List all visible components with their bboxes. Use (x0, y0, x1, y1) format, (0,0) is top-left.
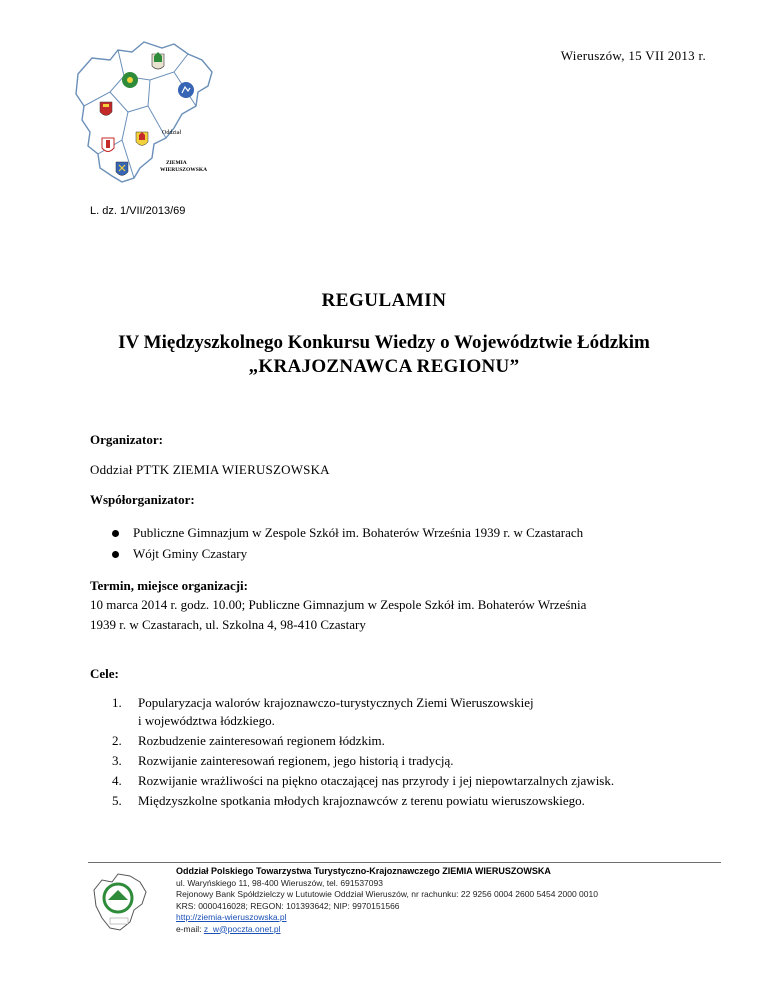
goal-item (112, 773, 732, 789)
document-subtitle-line2: „KRAJOZNAWCA REGIONU” (248, 356, 520, 377)
co-organizer-item-text: Publiczne Gimnazjum w Zespole Szkół im. Bohaterów Września 1939 r. w Czastarach (133, 525, 584, 540)
term-line1: 10 marca 2014 r. godz. 10.00; Publiczne Gimnazjum w Zespole Szkół im. Bohaterów Września (90, 597, 587, 612)
footer-website-link[interactable]: http://ziemia-wieruszowska.pl (176, 912, 287, 922)
bullet-icon (112, 551, 119, 558)
logo-label-ziemia: ZIEMIA (166, 160, 187, 166)
pttk-region-logo (70, 36, 220, 190)
footer-divider (88, 862, 721, 863)
term-label: Termin, miejsce organizacji: (90, 578, 248, 593)
term-line2: 1939 r. w Czastarach, ul. Szkolna 4, 98-410 Czastary (90, 617, 366, 632)
goal-text: Rozbudzenie zainteresowań regionem łódzkim. (138, 733, 385, 748)
co-organizer-item-text: Wójt Gminy Czastary (133, 546, 248, 561)
document-date: Wieruszów, 15 VII 2013 r. (560, 48, 706, 63)
goal-item (112, 793, 732, 809)
footer-address: ul. Waryńskiego 11, 98-400 Wieruszów, tel. 691537093 (176, 877, 383, 888)
goal-number: 2. (112, 733, 122, 748)
logo-label-wieruszowska: WIERUSZOWSKA (160, 167, 208, 173)
goal-text: Międzyszkolne spotkania młodych krajoznawców z terenu powiatu wieruszowskiego. (138, 793, 585, 808)
bullet-icon (112, 530, 119, 537)
goal-item (112, 753, 732, 769)
co-organizer-label: Współorganizator: (90, 492, 195, 507)
footer-email-link[interactable]: z_w@poczta.onet.pl (203, 923, 281, 934)
footer-ids: KRS: 0000416028; REGON: 101393642; NIP: 9970151566 (176, 900, 400, 911)
goal-number: 3. (112, 753, 122, 768)
footer-logo (88, 870, 152, 936)
goal-number: 5. (112, 793, 122, 808)
footer-info (176, 866, 598, 935)
footer-email-label: e-mail: (176, 923, 204, 934)
organizer-value: Oddział PTTK ZIEMIA WIERUSZOWSKA (90, 462, 330, 477)
goal-number: 1. (112, 695, 122, 710)
goal-item (112, 695, 732, 711)
footer-bank: Rejonowy Bank Spółdzielczy w Lututowie Oddział Wieruszów, nr rachunku: 22 9256 0004 2600 5454 2000 0010 (176, 889, 598, 899)
goal-text-continuation: i województwa łódzkiego. (138, 713, 275, 728)
document-subtitle-line1: IV Międzyszkolnego Konkursu Wiedzy o Województwie Łódzkim (118, 332, 650, 353)
goals-label: Cele: (90, 666, 119, 681)
logo-label-oddzial: Oddział (162, 130, 181, 136)
co-organizer-item (112, 525, 583, 541)
goal-item (112, 733, 732, 749)
reference-number: L. dz. 1/VII/2013/69 (90, 205, 186, 217)
goal-text: Rozwijanie wrażliwości na piękno otaczającej nas przyrody i jej niepowtarzalnych zjawisk. (138, 773, 615, 788)
co-organizer-item (112, 546, 247, 562)
organizer-label: Organizator: (90, 432, 163, 447)
document-title: REGULAMIN (321, 290, 447, 311)
goal-number: 4. (112, 773, 122, 788)
goal-text: Popularyzacja walorów krajoznawczo-turystycznych Ziemi Wieruszowskiej (138, 695, 534, 710)
footer-org-name: Oddział Polskiego Towarzystwa Turystyczno-Krajoznawczego ZIEMIA WIERUSZOWSKA (176, 866, 551, 876)
goal-text: Rozwijanie zainteresowań regionem, jego historią i tradycją. (138, 753, 454, 768)
